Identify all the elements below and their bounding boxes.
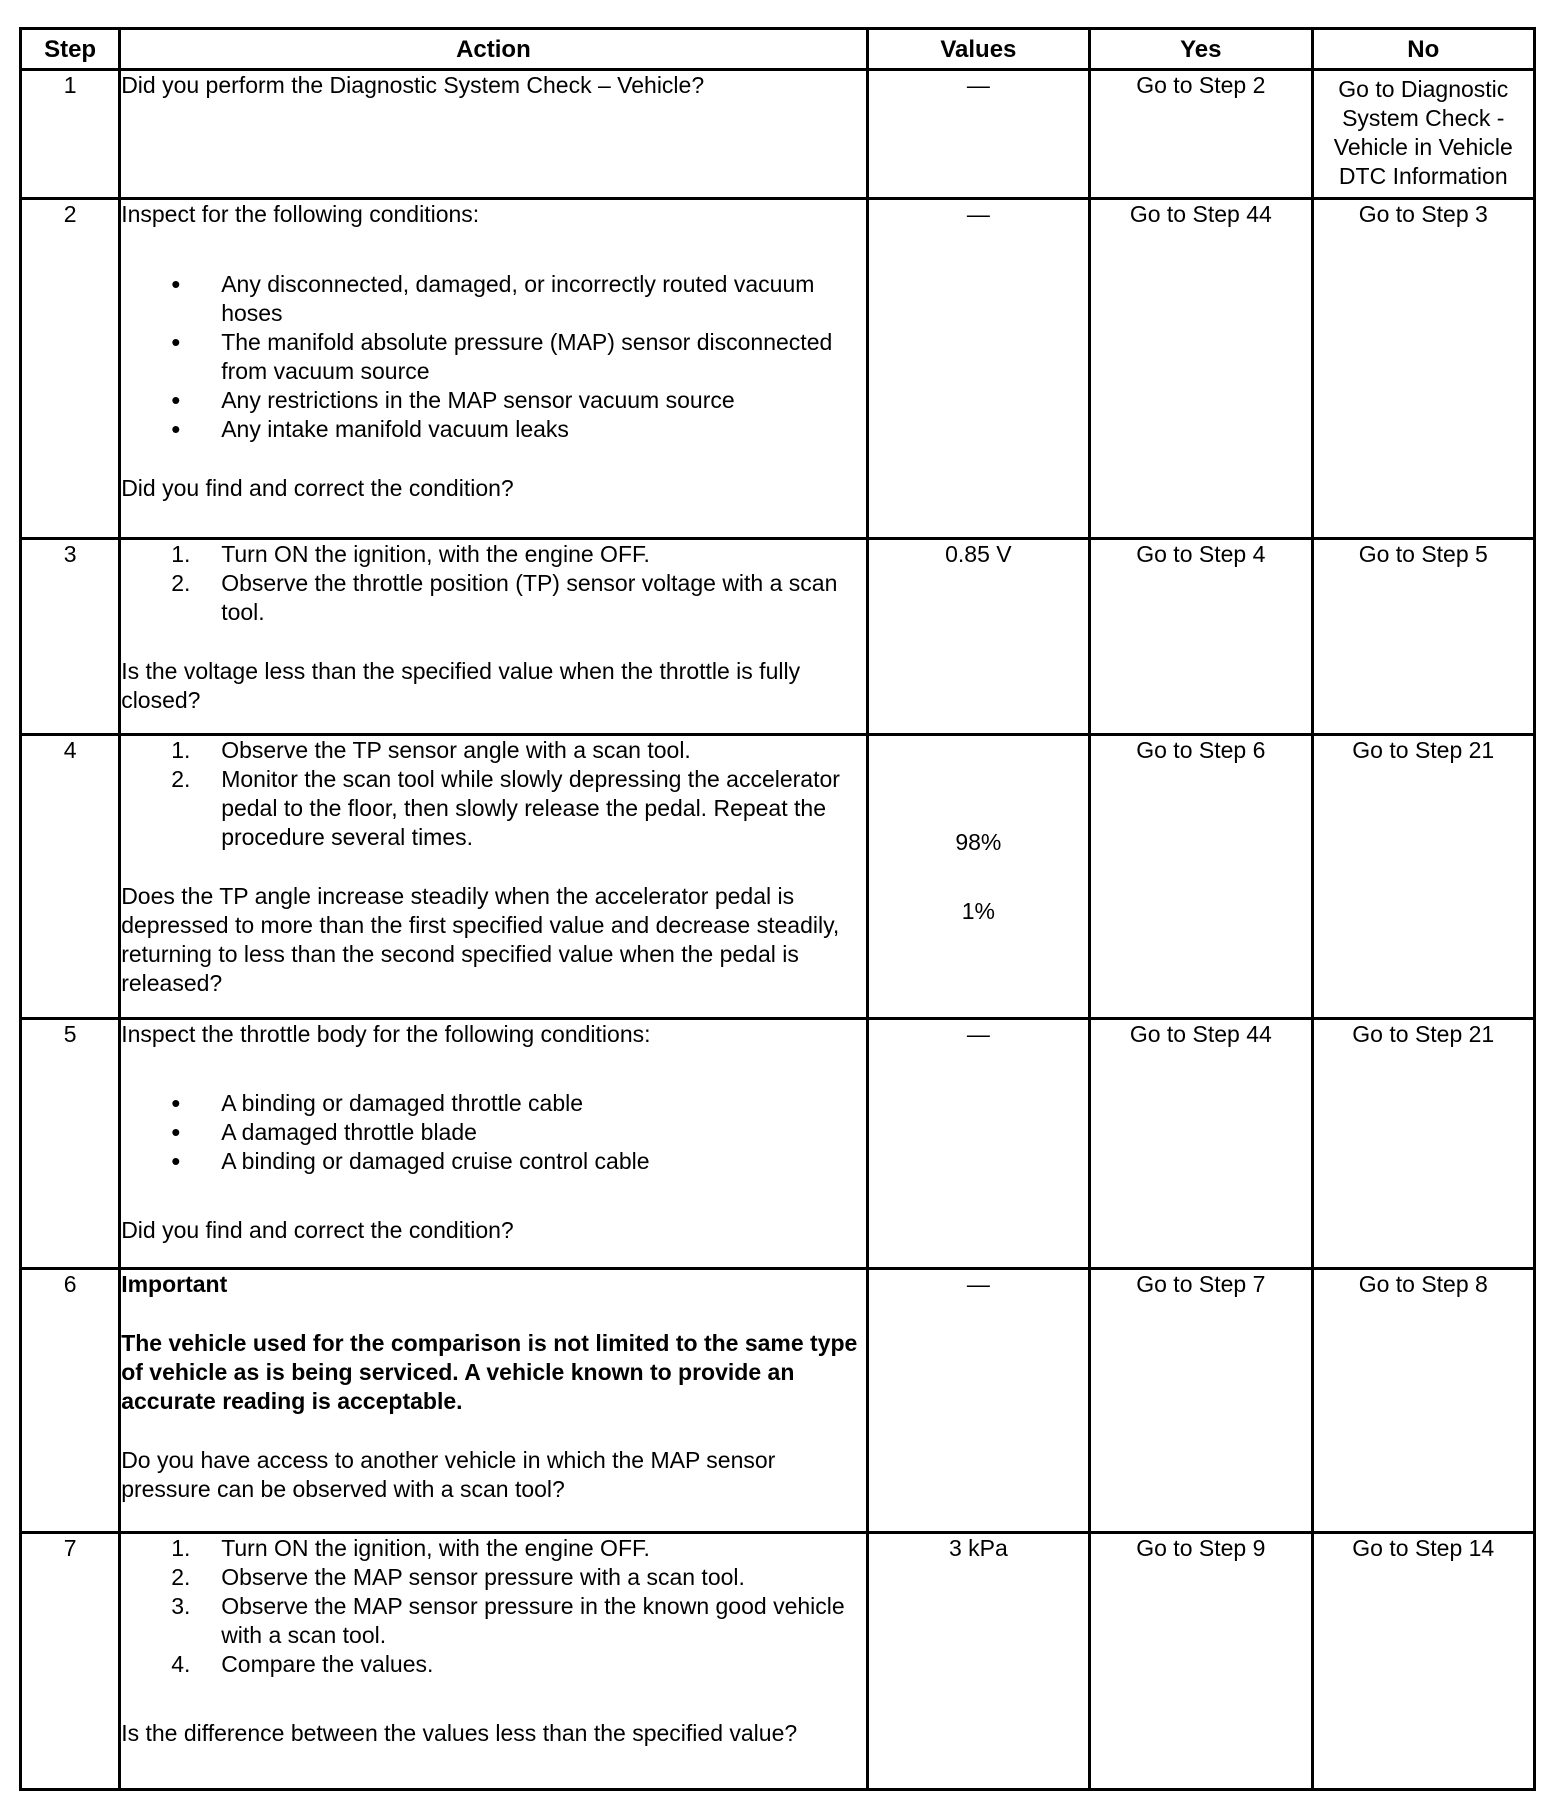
table-row	[21, 1533, 1535, 1790]
action-cell	[120, 70, 867, 199]
list-item: • Any restrictions in the MAP sensor vacuum source	[171, 386, 865, 415]
action-cell	[120, 1269, 867, 1533]
header-row	[21, 29, 1535, 70]
step-number: 6	[21, 1269, 120, 1533]
table-row	[21, 1269, 1535, 1533]
list-item: 1. Observe the TP sensor angle with a scan tool.	[171, 737, 691, 763]
important-note: The vehicle used for the comparison is not limited to the same type of vehicle as is being serviced. A vehicle known to provide an accurate reading is acceptable.	[121, 1330, 858, 1414]
procedure-list	[121, 1534, 865, 1679]
condition-list	[121, 270, 865, 444]
action-cell	[120, 1533, 867, 1790]
step-number: 4	[21, 735, 120, 1019]
list-item: • A damaged throttle blade	[171, 1118, 865, 1147]
values-cell: —	[867, 1269, 1089, 1533]
action-cell	[120, 199, 867, 539]
procedure-list	[121, 736, 865, 852]
action-cell	[120, 1019, 867, 1269]
yes-cell: Go to Step 7	[1090, 1269, 1312, 1533]
table-row	[21, 199, 1535, 539]
action-intro: Inspect the throttle body for the following conditions:	[121, 1021, 651, 1047]
action-question: Did you find and correct the condition?	[121, 1217, 514, 1243]
table-row	[21, 70, 1535, 199]
no-cell: Go to Step 8	[1312, 1269, 1534, 1533]
yes-cell: Go to Step 9	[1090, 1533, 1312, 1790]
action-question: Did you find and correct the condition?	[121, 475, 514, 501]
action-cell	[120, 539, 867, 735]
list-item: • The manifold absolute pressure (MAP) sensor disconnected from vacuum source	[171, 328, 865, 386]
list-item: 4. Compare the values.	[171, 1651, 434, 1677]
step-number: 5	[21, 1019, 120, 1269]
action-question: Do you have access to another vehicle in which the MAP sensor pressure can be observed with a scan tool?	[121, 1447, 776, 1502]
action-question: Is the difference between the values less than the specified value?	[121, 1720, 798, 1746]
list-item: 1. Turn ON the ignition, with the engine OFF.	[171, 541, 650, 567]
values-cell: —	[867, 1019, 1089, 1269]
action-question: Did you perform the Diagnostic System Check – Vehicle?	[121, 72, 705, 98]
yes-cell: Go to Step 44	[1090, 199, 1312, 539]
no-cell: Go to Step 5	[1312, 539, 1534, 735]
header-no: No	[1312, 29, 1534, 70]
no-cell: Go to Step 14	[1312, 1533, 1534, 1790]
step-number: 1	[21, 70, 120, 199]
value-second: 1%	[961, 898, 995, 924]
value-first: 98%	[955, 829, 1002, 855]
no-cell: Go to Diagnostic System Check - Vehicle in Vehicle DTC Information	[1312, 70, 1534, 199]
no-cell: Go to Step 21	[1312, 1019, 1534, 1269]
diagnostic-table	[19, 27, 1536, 1791]
table-row	[21, 1019, 1535, 1269]
values-cell: —	[867, 70, 1089, 199]
values-cell: 3 kPa	[867, 1533, 1089, 1790]
yes-cell: Go to Step 2	[1090, 70, 1312, 199]
list-item: 2. Monitor the scan tool while slowly depressing the accelerator pedal to the floor, then slowly release the pedal. Repeat the procedure several times.	[171, 766, 840, 850]
action-question: Is the voltage less than the specified value when the throttle is fully closed?	[121, 658, 801, 713]
list-item: • A binding or damaged throttle cable	[171, 1089, 865, 1118]
list-item: • Any disconnected, damaged, or incorrectly routed vacuum hoses	[171, 270, 865, 328]
values-cell	[867, 735, 1089, 1019]
action-question: Does the TP angle increase steadily when the accelerator pedal is depressed to more than the first specified value and decrease steadily, returning to less than the second specified value when the pedal is released?	[121, 883, 840, 996]
step-number: 3	[21, 539, 120, 735]
header-action: Action	[120, 29, 867, 70]
header-values: Values	[867, 29, 1089, 70]
no-cell: Go to Step 21	[1312, 735, 1534, 1019]
important-heading: Important	[121, 1271, 228, 1297]
yes-cell: Go to Step 44	[1090, 1019, 1312, 1269]
list-item: • Any intake manifold vacuum leaks	[171, 415, 865, 444]
values-cell: 0.85 V	[867, 539, 1089, 735]
action-cell	[120, 735, 867, 1019]
list-item: 2. Observe the throttle position (TP) sensor voltage with a scan tool.	[171, 570, 838, 625]
yes-cell: Go to Step 6	[1090, 735, 1312, 1019]
values-cell: —	[867, 199, 1089, 539]
action-intro: Inspect for the following conditions:	[121, 201, 480, 227]
list-item: 2. Observe the MAP sensor pressure with a scan tool.	[171, 1564, 745, 1590]
procedure-list	[121, 540, 865, 627]
yes-cell: Go to Step 4	[1090, 539, 1312, 735]
no-cell: Go to Step 3	[1312, 199, 1534, 539]
list-item: • A binding or damaged cruise control cable	[171, 1147, 865, 1176]
table-row	[21, 735, 1535, 1019]
header-step: Step	[21, 29, 120, 70]
condition-list	[121, 1089, 865, 1176]
header-yes: Yes	[1090, 29, 1312, 70]
list-item: 3. Observe the MAP sensor pressure in the known good vehicle with a scan tool.	[171, 1593, 845, 1648]
list-item: 1. Turn ON the ignition, with the engine OFF.	[171, 1535, 650, 1561]
table-row	[21, 539, 1535, 735]
step-number: 7	[21, 1533, 120, 1790]
step-number: 2	[21, 199, 120, 539]
